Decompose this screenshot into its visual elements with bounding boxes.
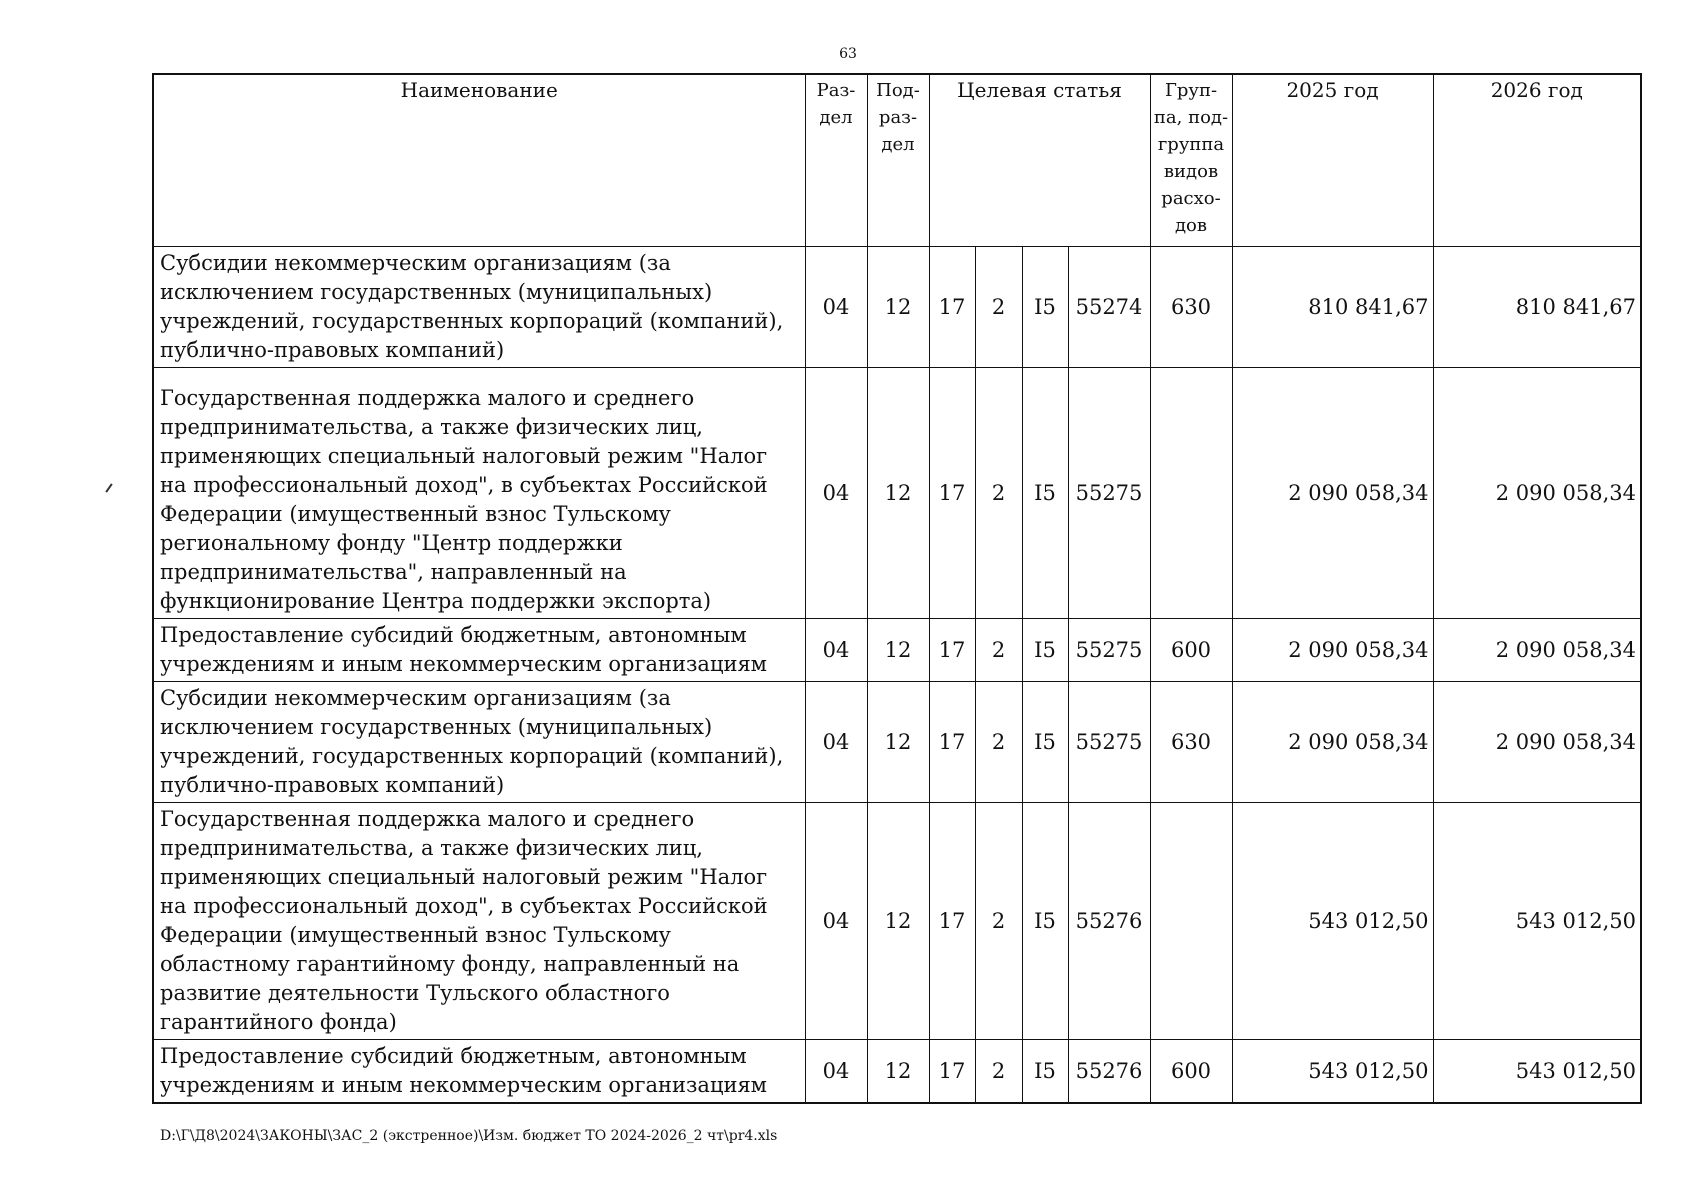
page-number: 63 — [839, 46, 857, 62]
row-target-4: 55275 — [1068, 681, 1150, 802]
header-expense-group — [1150, 74, 1232, 246]
header-podrazdel-text: Под- раз- дел — [876, 80, 920, 155]
row-razdel: 04 — [805, 681, 867, 802]
table-row — [153, 367, 1641, 618]
row-amount-2026: 543 012,50 — [1433, 1039, 1641, 1103]
row-amount-2026: 2 090 058,34 — [1433, 681, 1641, 802]
table-row — [153, 246, 1641, 367]
row-podrazdel: 12 — [867, 681, 929, 802]
header-year-2025: 2025 год — [1232, 74, 1433, 246]
row-podrazdel: 12 — [867, 618, 929, 681]
row-group: 600 — [1150, 1039, 1232, 1103]
row-name: Государственная поддержка малого и среднего предпринимательства, а также физических лиц, применяющих специальный налоговый режим "Налог на профессиональный доход", в субъектах Российской Федерации (имущественный взнос Тульскому региональному фонду "Центр поддержки предпринимательства", направленный на функционирование Центра поддержки экспорта) — [153, 367, 805, 618]
row-podrazdel: 12 — [867, 367, 929, 618]
table-row — [153, 681, 1641, 802]
header-target-article: Целевая статья — [929, 74, 1150, 246]
row-name: Субсидии некоммерческим организациям (за исключением государственных (муниципальных) учреждений, государственных корпораций (компаний), публично-правовых компаний) — [153, 246, 805, 367]
row-amount-2025: 2 090 058,34 — [1232, 681, 1433, 802]
row-amount-2025: 810 841,67 — [1232, 246, 1433, 367]
row-razdel: 04 — [805, 802, 867, 1039]
row-amount-2026: 810 841,67 — [1433, 246, 1641, 367]
row-target-2: 2 — [975, 802, 1022, 1039]
row-amount-2025: 543 012,50 — [1232, 1039, 1433, 1103]
row-target-4: 55276 — [1068, 802, 1150, 1039]
row-amount-2026: 543 012,50 — [1433, 802, 1641, 1039]
row-amount-2026: 2 090 058,34 — [1433, 618, 1641, 681]
header-razdel-text: Раз- дел — [816, 80, 856, 128]
row-target-3: I5 — [1022, 681, 1068, 802]
budget-table — [152, 73, 1642, 1104]
row-target-3: I5 — [1022, 1039, 1068, 1103]
row-target-1: 17 — [929, 1039, 975, 1103]
row-target-2: 2 — [975, 618, 1022, 681]
row-podrazdel: 12 — [867, 1039, 929, 1103]
header-razdel — [805, 74, 867, 246]
row-group — [1150, 802, 1232, 1039]
row-podrazdel: 12 — [867, 246, 929, 367]
margin-mark — [105, 483, 112, 492]
row-group — [1150, 367, 1232, 618]
row-group: 630 — [1150, 681, 1232, 802]
row-target-2: 2 — [975, 246, 1022, 367]
table-header-row — [153, 74, 1641, 246]
row-razdel: 04 — [805, 367, 867, 618]
table-row — [153, 1039, 1641, 1103]
row-target-3: I5 — [1022, 802, 1068, 1039]
row-target-2: 2 — [975, 681, 1022, 802]
row-amount-2025: 2 090 058,34 — [1232, 618, 1433, 681]
row-target-4: 55276 — [1068, 1039, 1150, 1103]
row-target-1: 17 — [929, 618, 975, 681]
row-target-3: I5 — [1022, 618, 1068, 681]
header-expense-group-text: Груп- па, под- группа видов расхо- дов — [1153, 80, 1229, 236]
row-name: Субсидии некоммерческим организациям (за исключением государственных (муниципальных) учреждений, государственных корпораций (компаний), публично-правовых компаний) — [153, 681, 805, 802]
row-name: Предоставление субсидий бюджетным, автономным учреждениям и иным некоммерческим организациям — [153, 1039, 805, 1103]
row-group: 630 — [1150, 246, 1232, 367]
row-target-3: I5 — [1022, 246, 1068, 367]
row-target-3: I5 — [1022, 367, 1068, 618]
row-target-2: 2 — [975, 1039, 1022, 1103]
row-target-1: 17 — [929, 802, 975, 1039]
row-target-1: 17 — [929, 246, 975, 367]
row-amount-2025: 2 090 058,34 — [1232, 367, 1433, 618]
header-podrazdel — [867, 74, 929, 246]
header-year-2026: 2026 год — [1433, 74, 1641, 246]
row-razdel: 04 — [805, 618, 867, 681]
row-razdel: 04 — [805, 1039, 867, 1103]
table-row — [153, 618, 1641, 681]
row-target-2: 2 — [975, 367, 1022, 618]
row-amount-2025: 543 012,50 — [1232, 802, 1433, 1039]
file-path-footer: D:\Г\Д8\2024\ЗАКОНЫ\ЗАС_2 (экстренное)\Изм. бюджет ТО 2024-2026_2 чт\pr4.xls — [160, 1128, 778, 1144]
row-target-1: 17 — [929, 681, 975, 802]
row-target-4: 55274 — [1068, 246, 1150, 367]
row-amount-2026: 2 090 058,34 — [1433, 367, 1641, 618]
header-name: Наименование — [153, 74, 805, 246]
row-target-4: 55275 — [1068, 618, 1150, 681]
table-row — [153, 802, 1641, 1039]
row-target-1: 17 — [929, 367, 975, 618]
row-podrazdel: 12 — [867, 802, 929, 1039]
row-name: Предоставление субсидий бюджетным, автономным учреждениям и иным некоммерческим организациям — [153, 618, 805, 681]
row-group: 600 — [1150, 618, 1232, 681]
row-name: Государственная поддержка малого и среднего предпринимательства, а также физических лиц, применяющих специальный налоговый режим "Налог на профессиональный доход", в субъектах Российской Федерации (имущественный взнос Тульскому областному гарантийному фонду, направленный на развитие деятельности Тульского областного гарантийного фонда) — [153, 802, 805, 1039]
row-razdel: 04 — [805, 246, 867, 367]
row-target-4: 55275 — [1068, 367, 1150, 618]
